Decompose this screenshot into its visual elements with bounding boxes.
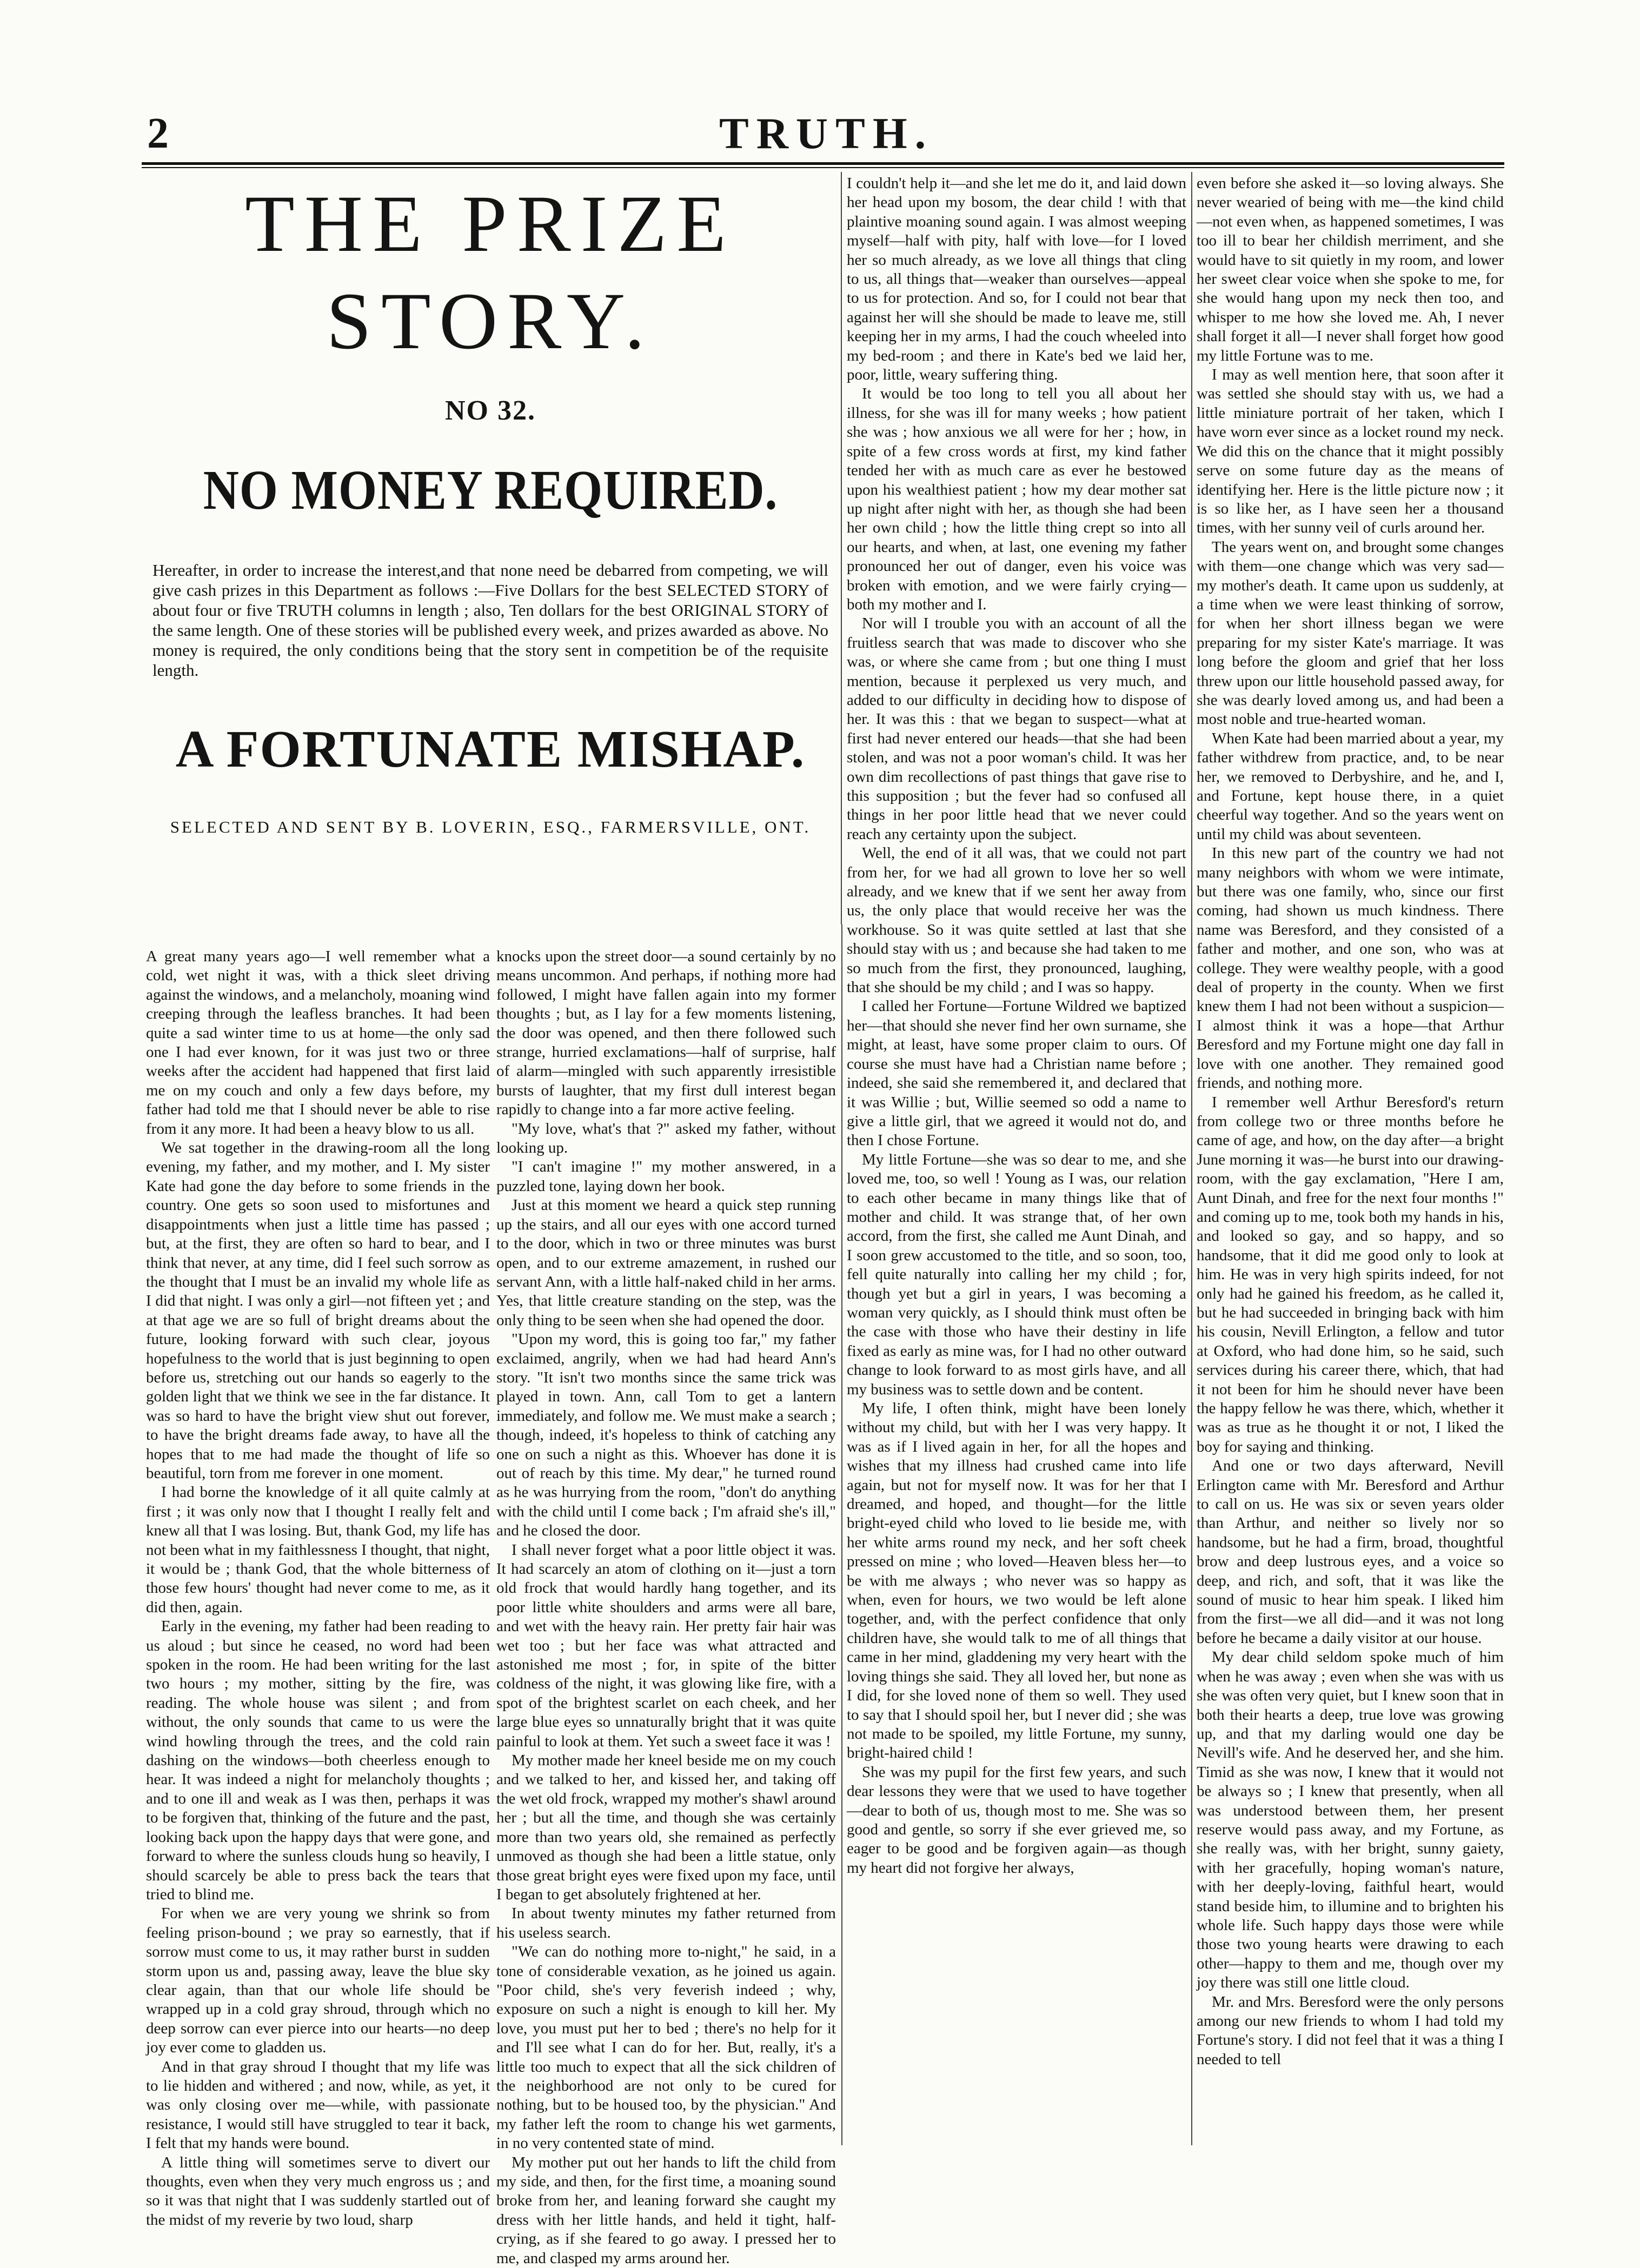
paragraph: even before she asked it—so loving always. She never wearied of being with me—the kind child—not even when, as happened sometimes, I was too ill to bear her childish merriment, and she would have to sit quietly in my room, and lower her sweet clear voice when she spoke to me, for she would hang upon my neck then too, and whisper to me how she loved me. Ah, I never shall forget it all—I never shall forget how good my little Fortune was to me. bbox=[1197, 175, 1504, 364]
text-column-1 bbox=[146, 947, 490, 2229]
paragraph: My life, I often think, might have been lonely without my child, but with her I was very happy. It was as if I lived again in her, for all the hopes and wishes that my illness had crushed came into life again, but not for myself now. It was for her that I dreamed, and hoped, and thought—for the little bright-eyed child who loved to lie beside me, with her white arms round my neck, and her soft cheek pressed on mine ; who loved—Heaven bless her—to be with me always ; who never was so happy as when, even for hours, we two would be left alone together, and, with the perfect confidence that only children have, she would talk to me of all things that came in her mind, gladdening my very heart with the loving things she said. They all loved her, but none as I did, for she loved none of them so well. They used to say that I should spoil her, but I never did ; she was not made to be spoiled, my little Fortune, my sunny, bright-haired child ! bbox=[847, 1400, 1186, 1762]
paragraph: We sat together in the drawing-room all the long evening, my father, and my mother, and I. My sister Kate had gone the day before to some friends in the country. One gets so soon used to misfortunes and disappointments when just a little time has passed ; but, at the first, they are often so hard to bear, and I think that never, at any time, did I feel such sorrow as the thought that I must be an invalid my whole life as I did that night. I was only a girl—not fifteen yet ; and at that age we are so full of bright dreams about the future, looking forward with such clear, joyous hopefulness to the world that is just beginning to open before us, stretching out our hands so eagerly to the golden light that we think we see in the far distance. It was so hard to have the bright view shut out forever, to have the bright dreams fade away, to have all the hopes that to me had made the thought of life so beautiful, torn from me forever in one moment. bbox=[146, 1139, 490, 1482]
paragraph: Mr. and Mrs. Beresford were the only persons among our new friends to whom I had told my Fortune's story. I did not feel that it was a thing I needed to tell bbox=[1197, 1993, 1504, 2068]
paragraph: I couldn't help it—and she let me do it, and laid down her head upon my bosom, the dear child ! with that plaintive moaning sound again. I was almost weeping myself—half with pity, half with love—for I loved her so much already, as we love all things that cling to us, all things that—weaker than ourselves—appeal to us for protection. And so, for I could not bear that against her will she should be made to leave me, still keeping her in my arms, I had the couch wheeled into my bed-room ; and there in Kate's bed we laid her, poor, little, weary suffering thing. bbox=[847, 175, 1186, 384]
paragraph: Just at this moment we heard a quick step running up the stairs, and all our eyes with one accord turned to the door, which in two or three minutes was burst open, and to our extreme amazement, in rushed our servant Ann, with a little half-naked child in her arms. Yes, that little creature standing on the step, was the only thing to be seen when she had opened the door. bbox=[496, 1196, 836, 1329]
text-column-3 bbox=[847, 174, 1186, 2142]
paragraph: It would be too long to tell you all about her illness, for she was ill for many weeks ; how patient she was ; how anxious we all were for her ; how, in spite of a few cross words at first, my kind father tended her with as much care as ever he bestowed upon his wealthiest patient ; how my dear mother sat up night after night with her, as though she had been her own child ; how the little thing crept so into all our hearts, and when, at last, one evening my father pronounced her out of danger, even his voice was broken with emotion, and we were fairly crying—both my mother and I. bbox=[847, 385, 1186, 613]
paragraph: "Upon my word, this is going too far," my father exclaimed, angrily, when we had had heard Ann's story. "It isn't two months since the same trick was played in town. Ann, call Tom to get a lantern immediately, and follow me. We must make a search ; though, indeed, it's hopeless to think of catching any one on such a night as this. Whoever has done it is out of reach by this time. My dear," he turned round as he was hurrying from the room, "don't do anything with the child until I come back ; I'm afraid she's ill," and he closed the door. bbox=[496, 1331, 836, 1540]
column-divider-2 bbox=[841, 172, 842, 925]
paragraph: In about twenty minutes my father returned from his useless search. bbox=[496, 1905, 836, 1941]
top-rule-thin bbox=[142, 167, 1504, 168]
paragraph: "I can't imagine !" my mother answered, in a puzzled tone, laying down her book. bbox=[496, 1158, 836, 1195]
competition-notice: Hereafter, in order to increase the interest,and that none need be debarred from competing, we will give cash prizes in this Department as follows :—Five Dollars for the best SELECTED STORY of about four or five TRUTH columns in length ; also, Ten dollars for the best ORIGINAL STORY of the same length. One of these stories will be published every week, and prizes awarded as above. No money is required, the only conditions being that the story sent in competition be of the requisite length. bbox=[152, 561, 828, 680]
paragraph: knocks upon the street door—a sound certainly by no means uncommon. And perhaps, if nothing more had followed, I might have fallen again into my former thoughts ; but, as I lay for a few moments listening, the door was opened, and then there followed such strange, hurried exclamations—half of surprise, half of alarm—mingled with such apparently irresistible bursts of laughter, that my first dull interest began rapidly to change into a far more active feeling. bbox=[496, 948, 836, 1119]
page-number: 2 bbox=[147, 110, 170, 157]
top-rule bbox=[142, 162, 1504, 165]
paragraph: I shall never forget what a poor little object it was. It had scarcely an atom of clothing on it—just a torn old frock that would hardly hang together, and its poor little white shoulders and arms were all bare, and wet with the heavy rain. Her pretty fair hair was wet too ; but her face was what attracted and astonished me most ; for, in spite of the bitter coldness of the night, it was glowing like fire, with a spot of the brightest scarlet on each cheek, and her large blue eyes so unnaturally bright that it was quite painful to look at them. Yet such a sweet face it was ! bbox=[496, 1541, 836, 1750]
paragraph: A great many years ago—I well remember what a cold, wet night it was, with a thick sleet driving against the windows, and a melancholy, moaning wind creeping through the leafless branches. It had been quite a sad winter time to us at home—the only sad one I had ever known, for it was just two or three weeks after the accident had happened that first laid me on my couch and only a few days before, my father had told me that I should never be able to rise from it any more. It had been a heavy blow to us all. bbox=[146, 948, 490, 1138]
section-title: THE PRIZE STORY. bbox=[245, 179, 736, 366]
column-divider-1 bbox=[841, 925, 842, 2145]
paragraph: Nor will I trouble you with an account of all the fruitless search that was made to discover who she was, or where she came from ; but one thing I must mention, because it perplexed us very much, and added to our difficulty in deciding how to dispose of her. It was this : that we began to suspect—what at first had never entered our heads—that she had been stolen, and was not a poor woman's child. It was her own dim recollections of past things that gave rise to this supposition ; but the fever had so confused all things in her poor little head that we never could reach any certainty upon the subject. bbox=[847, 615, 1186, 843]
paragraph: I called her Fortune—Fortune Wildred we baptized her—that should she never find her own surname, she might, at least, have some proper claim to ours. Of course she must have had a Christian name before ; indeed, she said she remembered it, and declared that it was Willie ; but, Willie seemed so odd a name to give a little girl, that we agreed it would not do, and then I chose Fortune. bbox=[847, 997, 1186, 1149]
text-column-2 bbox=[496, 947, 836, 2267]
paragraph: She was my pupil for the first few years, and such dear lessons they were that we used to have together—dear to both of us, though most to me. She was so good and gentle, so sorry if she ever grieved me, so eager to be good and be forgiven again—as though my heart did not forgive her always, bbox=[847, 1763, 1186, 1877]
paragraph: The years went on, and brought some changes with them—one change which was very sad—my mother's death. It came upon us suddenly, at a time when we were least thinking of sorrow, for when her short illness began we were preparing for my sister Kate's marriage. It was long before the gloom and grief that her loss threw upon our little household passed away, for she was dearly loved among us, and had been a most noble and true-hearted woman. bbox=[1197, 538, 1504, 728]
paragraph: "My love, what's that ?" asked my father, without looking up. bbox=[496, 1120, 836, 1157]
paragraph: My dear child seldom spoke much of him when he was away ; even when she was with us she was often very quiet, but I knew soon that in both their hearts a deep, true love was growing up, and that my darling would one day be Nevill's wife. And he deserved her, and she him. Timid as she was now, I knew that it would not be always so ; I knew that presently, when all was understood between them, her present reserve would pass away, and my Fortune, as she really was, with her bright, sunny gaiety, with her gracefully, hoping woman's nature, with her deeply-loving, faithful heart, would stand beside him, to illumine and to brighten his whole life. Such happy days those were while those two young hearts were drawing to each other—happy to them and me, though over my joy there was still one little cloud. bbox=[1197, 1648, 1504, 1992]
story-byline: SELECTED AND SENT BY B. LOVERIN, ESQ., FARMERSVILLE, ONT. bbox=[170, 817, 811, 836]
paragraph: When Kate had been married about a year, my father withdrew from practice, and, to be near her, we removed to Derbyshire, and he, and I, and Fortune, kept house there, in a quiet cheerful way together. And so the years went on until my child was about seventeen. bbox=[1197, 729, 1504, 843]
column-divider-3 bbox=[1191, 172, 1192, 2145]
story-title: A FORTUNATE MISHAP. bbox=[175, 720, 806, 779]
paragraph: My mother put out her hands to lift the child from my side, and then, for the first time, a moaning sound broke from her, and leaning forward she caught my dress with her little hands, and held it tight, half-crying, as if she feared to go away. I pressed her to me, and clasped my arms around her. bbox=[496, 2153, 836, 2267]
masthead: TRUTH. bbox=[719, 109, 934, 158]
paragraph: For when we are very young we shrink so from feeling prison-bound ; we pray so earnestly, that if sorrow must come to us, it may rather burst in sudden storm upon us and, passing away, leave the blue sky clear again, than that our whole life should be wrapped up in a cold gray shroud, through which no deep sorrow can ever pierce into our hearts—no deep joy ever come to gladden us. bbox=[146, 1905, 490, 2057]
paragraph: I may as well mention here, that soon after it was settled she should stay with us, we had a little miniature portrait of her taken, which I have worn ever since as a locket round my neck. We did this on the chance that it might possibly serve on some future day as the means of identifying her. Here is the little picture now ; it is so like her, as I have seen her a thousand times, with her sunny veil of curls around her. bbox=[1197, 366, 1504, 537]
paragraph: And one or two days afterward, Nevill Erlington came with Mr. Beresford and Arthur to call on us. He was six or seven years older than Arthur, and neither so lively nor so handsome, but he had a firm, broad, thoughtful brow and deep lustrous eyes, and a voice so deep, and rich, and soft, that it was like the sound of music to hear him speak. I liked him from the first—we all did—and it was not long before he became a daily visitor at our house. bbox=[1197, 1457, 1504, 1647]
paragraph: I remember well Arthur Beresford's return from college two or three months before he came of age, and how, on the day after—a bright June morning it was—he burst into our drawing-room, with the gay exclamation, "Here I am, Aunt Dinah, and free for the next four months !" and coming up to me, took both my hands in his, and looked so gay, and so happy, and so handsome, that it did me good only to look at him. He was in very high spirits indeed, for not only had he gained his freedom, as he called it, but he had succeeded in bringing back with him his cousin, Nevill Erlington, a fellow and tutor at Oxford, who had done him, so he said, such services during his career there, which, that had it not been for him he should never have been the happy fellow he was there, which, whether it was as true as he thought it or not, I liked the boy for saying and thinking. bbox=[1197, 1093, 1504, 1455]
paragraph: And in that gray shroud I thought that my life was to lie hidden and withered ; and now, while, as yet, it was only closing over me—while, with passionate resistance, I would still have struggled to tear it back, I felt that my hands were bound. bbox=[146, 2058, 490, 2152]
headline-no-money: NO MONEY REQUIRED. bbox=[203, 459, 778, 521]
paragraph: My mother made her kneel beside me on my couch and we talked to her, and kissed her, and taking off the wet old frock, wrapped my mother's shawl around her ; but all the time, and though she was certainly more than two years old, she remained as perfectly unmoved as though she had been a little statue, only those great bright eyes were fixed upon my face, until I began to get absolutely frightened at her. bbox=[496, 1752, 836, 1903]
paragraph: Early in the evening, my father had been reading to us aloud ; but since he ceased, no word had been spoken in the room. He had been writing for the last two hours ; my mother, sitting by the fire, was reading. The whole house was silent ; and from without, the only sounds that came to us were the wind howling through the trees, and the cold rain dashing on the windows—both cheerless enough to hear. It was indeed a night for melancholy thoughts ; and to one ill and weak as I was then, perhaps it was to be forgiven that, thinking of the future and the past, looking back upon the happy days that were gone, and forward to where the sunless clouds hung so heavily, I should scarcely be able to press back the tears that tried to blind me. bbox=[146, 1618, 490, 1903]
story-number: NO 32. bbox=[445, 395, 536, 426]
paragraph: "We can do nothing more to-night," he said, in a tone of considerable vexation, as he joined us again. "Poor child, she's very feverish indeed ; why, exposure on such a night is enough to kill her. My love, you must put her to bed ; there's no help for it and I'll see what I can do for her. But, really, it's a little too much to expect that all the sick children of the neighborhood are not only to be cured for nothing, but to be housed too, by the physician." And my father left the room to change his wet garments, in no very contented state of mind. bbox=[496, 1943, 836, 2152]
text-column-4 bbox=[1197, 174, 1504, 2142]
story-header bbox=[142, 172, 839, 837]
paragraph: My little Fortune—she was so dear to me, and she loved me, too, so well ! Young as I was, our relation to each other became in many things like that of mother and child. It was strange that, of her own accord, from the first, she called me Aunt Dinah, and I soon grew accustomed to the title, and so soon, too, fell quite naturally into calling her my child ; for, though yet but a girl in years, I was becoming a woman very quickly, as I should think must often be the case with those who have their destiny in life fixed as early as mine was, for I had no other outward change to look forward to as most girls have, and all my business was to settle down and be content. bbox=[847, 1150, 1186, 1398]
paragraph: A little thing will sometimes serve to divert our thoughts, even when they very much engross us ; and so it was that night that I was suddenly startled out of the midst of my reverie by two loud, sharp bbox=[146, 2153, 490, 2229]
paragraph: Well, the end of it all was, that we could not part from her, for we had all grown to love her so well already, and we knew that if we sent her away from us, the only place that would receive her was the workhouse. So it was quite settled at last that she should stay with us ; and because she had taken to me so much from the first, they pronounced, laughing, that she should be my child ; and I was so happy. bbox=[847, 844, 1186, 996]
paragraph: I had borne the knowledge of it all quite calmly at first ; it was only now that I thought I really felt and knew all that I was losing. But, thank God, my life has not been what in my faithlessness I thought, that night, it would be ; thank God, that the whole bitterness of those few hours' thought had never come to me, as it did then, again. bbox=[146, 1484, 490, 1616]
paragraph: In this new part of the country we had not many neighbors with whom we were intimate, but there was one family, who, since our first coming, had shown us much kindness. There name was Beresford, and they consisted of a father and mother, and one son, who was at college. They were wealthy people, with a good deal of property in the county. When we first knew them I had not been without a suspicion—I almost think it was a hope—that Arthur Beresford and my Fortune might one day fall in love with one another. They remained good friends, and nothing more. bbox=[1197, 844, 1504, 1092]
